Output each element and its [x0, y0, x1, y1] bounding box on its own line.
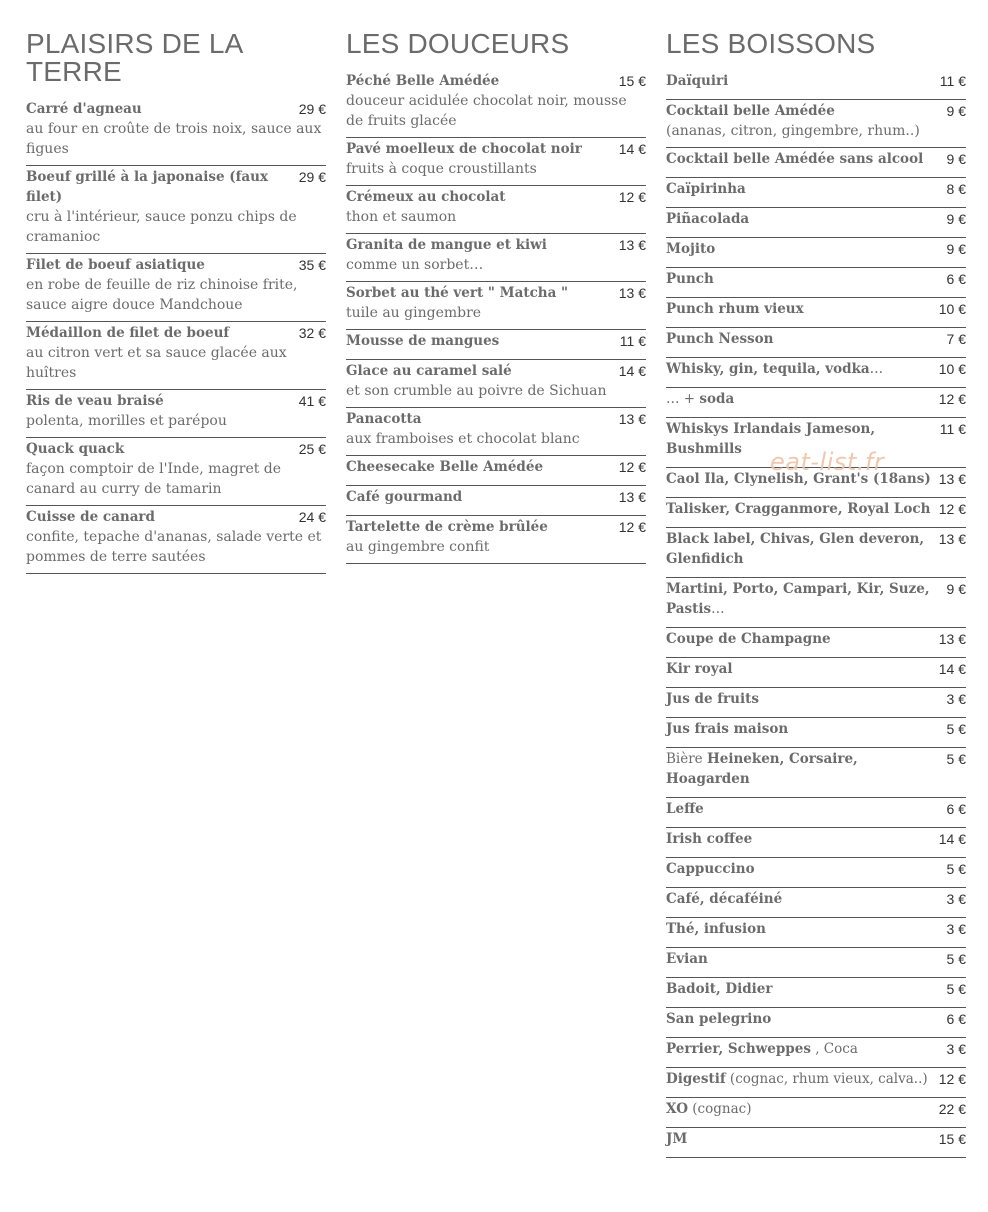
menu-item-name [666, 719, 796, 739]
menu-item [666, 948, 966, 978]
menu-item-title: Black label, Chivas, Glen deveron, Glenfidich [666, 531, 925, 567]
menu-item-row [666, 719, 966, 747]
menu-item [666, 828, 966, 858]
menu-item-title: Perrier, Schweppes [666, 1041, 811, 1057]
menu-item-description: (ananas, citron, gingembre, rhum..) [666, 123, 920, 139]
menu-item-row [666, 209, 966, 237]
menu-item-title: Badoit, Didier [666, 981, 773, 997]
menu-item-description: aux framboises et chocolat blanc [346, 431, 580, 447]
menu-item [666, 268, 966, 298]
section-heading: LES DOUCEURS [346, 28, 570, 59]
menu-item-title: Evian [666, 951, 708, 967]
menu-item-price: 14 € [938, 831, 966, 847]
menu-item [666, 1128, 966, 1158]
menu-item-price: 24 € [298, 509, 326, 525]
menu-item-name [666, 1129, 695, 1149]
menu-item-row [666, 659, 966, 687]
menu-item-title: Glace au caramel salé [346, 363, 512, 379]
menu-item-title: XO [666, 1101, 688, 1117]
menu-item-price: 5 € [946, 861, 966, 877]
menu-item [26, 166, 326, 254]
menu-item-row [346, 283, 646, 303]
menu-item-title: Irish coffee [666, 831, 753, 847]
menu-item [666, 358, 966, 388]
menu-item-row [26, 255, 326, 275]
menu-item [666, 718, 966, 748]
menu-item-row [666, 71, 966, 99]
menu-item [666, 858, 966, 888]
menu-item-price: 12 € [938, 391, 966, 407]
column-les-boissons [666, 26, 966, 1158]
menu-item [666, 1038, 966, 1068]
menu-item-title: Boeuf grillé à la japonaise (faux filet) [26, 169, 269, 205]
menu-item-price: 14 € [938, 661, 966, 677]
menu-item-title: Coupe de Champagne [666, 631, 831, 647]
menu-item-name [346, 517, 556, 537]
watermark: eat-list.fr [770, 448, 885, 476]
section-heading: PLAISIRS DE LA TERRE [26, 28, 243, 87]
menu-item-name [26, 323, 237, 343]
menu-item-name [666, 659, 741, 679]
menu-item-title: Punch rhum vieux [666, 301, 804, 317]
menu-item-title: Cappuccino [666, 861, 755, 877]
menu-item-title: JM [666, 1131, 688, 1147]
menu-item-description: façon comptoir de l'Inde, magret de canard au curry de tamarin [26, 461, 282, 497]
menu-item [666, 688, 966, 718]
menu-item-price: 13 € [618, 237, 646, 253]
menu-item-name [346, 235, 555, 255]
menu-item [666, 1008, 966, 1038]
menu-item-row [666, 1129, 966, 1157]
menu-item-title: Mojito [666, 241, 716, 257]
menu-item-name [26, 391, 172, 411]
menu-item-description: en robe de feuille de riz chinoise frite, sauce aigre douce Mandchoue [26, 277, 298, 313]
menu-item-name [666, 499, 938, 519]
menu-item [346, 234, 646, 282]
menu-item-description: tuile au gingembre [346, 305, 482, 321]
menu-item-row [26, 323, 326, 343]
menu-item-name [666, 179, 754, 199]
menu-item-title: Digestif [666, 1071, 726, 1087]
menu-item-row [666, 329, 966, 357]
menu-item-name [666, 1069, 936, 1089]
menu-item-price: 35 € [298, 257, 326, 273]
menu-item-name [666, 1099, 759, 1119]
menu-item-title: Whiskys Irlandais Jameson, Bushmills [666, 421, 876, 457]
menu-item-title: Mousse de mangues [346, 333, 500, 349]
menu-item-price: 12 € [938, 501, 966, 517]
menu-item-price: 7 € [946, 331, 966, 347]
menu-item-name [26, 167, 299, 207]
menu-item-title: Whisky, gin, tequila, vodka [666, 361, 870, 377]
menu-item [346, 516, 646, 564]
menu-item-price: 12 € [938, 1071, 966, 1087]
menu-item-price: 12 € [618, 459, 646, 475]
menu-item-name [26, 507, 163, 527]
menu-item-name [666, 799, 712, 819]
menu-item-prefix: … + [666, 391, 700, 407]
menu-item-row [346, 187, 646, 207]
menu-item [346, 456, 646, 486]
menu-item-row [346, 457, 646, 485]
menu-item [26, 254, 326, 322]
menu-item-name [666, 1009, 779, 1029]
menu-item [346, 70, 646, 138]
menu-item-row [666, 1039, 966, 1067]
menu-list [346, 70, 646, 564]
menu-item [666, 528, 966, 578]
menu-item [666, 100, 966, 148]
menu-item-row [666, 1099, 966, 1127]
menu-item-name [666, 979, 780, 999]
menu-item-name [666, 329, 781, 349]
menu-item-name [666, 299, 812, 319]
menu-item-title: Martini, Porto, Campari, Kir, Suze, Pastis [666, 581, 930, 617]
menu-item-title: Kir royal [666, 661, 733, 677]
menu-item-title: San pelegrino [666, 1011, 772, 1027]
menu-item-row [666, 529, 966, 577]
menu-item [666, 388, 966, 418]
menu-item-title: Médaillon de filet de boeuf [26, 325, 230, 341]
menu-item-row [666, 299, 966, 327]
menu-item [666, 628, 966, 658]
menu-list [26, 98, 326, 574]
menu-item [26, 438, 326, 506]
menu-item [666, 918, 966, 948]
menu-item-row [346, 71, 646, 91]
menu-item [666, 178, 966, 208]
menu-item-name [666, 359, 891, 379]
section-heading: LES BOISSONS [666, 28, 876, 59]
menu-item-title: Café, décaféiné [666, 891, 783, 907]
menu-item-description: fruits à coque croustillants [346, 161, 537, 177]
menu-item-row [346, 235, 646, 255]
column-les-douceurs [346, 26, 646, 564]
menu-item-price: 3 € [946, 1041, 966, 1057]
menu-item-price: 3 € [946, 921, 966, 937]
menu-item-price: 29 € [298, 169, 326, 185]
menu-item-row [346, 139, 646, 159]
menu-item-title: Cocktail belle Amédée [666, 103, 835, 119]
menu-item-suffix: (cognac) [688, 1101, 752, 1117]
menu-item-title: Granita de mangue et kiwi [346, 237, 547, 253]
menu-item-name [666, 579, 947, 619]
menu-item-row [666, 101, 966, 121]
menu-item [346, 486, 646, 516]
menu-item-name [666, 101, 843, 121]
menu-item [666, 578, 966, 628]
menu-item-title: Punch Nesson [666, 331, 774, 347]
menu-item-name [666, 749, 947, 789]
menu-item-row [26, 507, 326, 527]
menu-item-title: Jus de fruits [666, 691, 759, 707]
menu-item-price: 15 € [938, 1131, 966, 1147]
menu-item-title: Jus frais maison [666, 721, 789, 737]
menu-item-price: 9 € [946, 103, 966, 119]
menu-item-price: 29 € [298, 101, 326, 117]
menu-item-row [666, 1009, 966, 1037]
menu-item-title: Sorbet au thé vert " Matcha " [346, 285, 569, 301]
menu-item-price: 11 € [939, 421, 966, 437]
menu-item [346, 138, 646, 186]
menu-item-price: 13 € [938, 471, 966, 487]
menu-item-row [666, 499, 966, 527]
menu-item-title: soda [699, 391, 735, 407]
menu-item-name [666, 859, 763, 879]
menu-item-row [666, 359, 966, 387]
menu-item [346, 330, 646, 360]
menu-item [666, 238, 966, 268]
menu-item-name [666, 529, 939, 569]
menu-item [26, 322, 326, 390]
column-plaisirs-de-la-terre [26, 26, 326, 574]
menu-item-row [666, 1069, 966, 1097]
menu-item [666, 148, 966, 178]
menu-item-row [26, 439, 326, 459]
menu-item [26, 98, 326, 166]
menu-item-row [666, 689, 966, 717]
menu-item-name [346, 187, 514, 207]
menu-item-price: 10 € [938, 361, 966, 377]
menu-item-title: Carré d'agneau [26, 101, 142, 117]
menu-item-name [666, 949, 716, 969]
menu-item-row [666, 149, 966, 177]
menu-item-price: 14 € [618, 363, 646, 379]
menu-item-title: Caol Ila, Clynelish, Grant's (18ans) [666, 471, 931, 487]
menu-item-price: 12 € [618, 519, 646, 535]
menu-item-suffix: … [869, 361, 884, 377]
menu-item-price: 5 € [946, 751, 966, 767]
menu-item-name [666, 239, 723, 259]
menu-item-description: thon et saumon [346, 209, 457, 225]
menu-item [666, 798, 966, 828]
menu-item-name [346, 487, 470, 507]
menu-item-name [26, 439, 132, 459]
menu-item-title: Pavé moelleux de chocolat noir [346, 141, 582, 157]
menu-item-row [666, 889, 966, 917]
menu-item-price: 5 € [946, 951, 966, 967]
menu-item-price: 8 € [946, 181, 966, 197]
menu-item [666, 658, 966, 688]
menu-item-row [666, 979, 966, 1007]
menu-item-title: Leffe [666, 801, 704, 817]
menu-item-name [26, 99, 150, 119]
menu-item-title: Piñacolada [666, 211, 750, 227]
menu-item [346, 360, 646, 408]
menu-item-name [666, 389, 742, 409]
menu-item-title: Caïpirinha [666, 181, 746, 197]
menu-item-name [26, 255, 213, 275]
menu-item-price: 3 € [946, 891, 966, 907]
menu-item-description: comme un sorbet… [346, 257, 484, 273]
menu-item [666, 208, 966, 238]
menu-item-name [666, 829, 760, 849]
menu-item-name [666, 209, 757, 229]
menu-item-name [346, 331, 507, 351]
menu-item-price: 13 € [618, 411, 646, 427]
menu-item-title: Tartelette de crème brûlée [346, 519, 548, 535]
menu-item-price: 9 € [946, 211, 966, 227]
menu-item-row [26, 391, 326, 411]
menu-item-price: 3 € [946, 691, 966, 707]
menu-item-name [346, 409, 430, 429]
menu-item-name [346, 139, 590, 159]
menu-item-description: et son crumble au poivre de Sichuan [346, 383, 607, 399]
menu-item-name [346, 71, 507, 91]
menu-item-price: 6 € [946, 801, 966, 817]
menu-item [666, 978, 966, 1008]
menu-item-title: Panacotta [346, 411, 422, 427]
menu-item [666, 748, 966, 798]
menu-item-name [346, 283, 576, 303]
menu-item-title: Filet de boeuf asiatique [26, 257, 205, 273]
menu-item-price: 9 € [946, 151, 966, 167]
menu-item-title: Cuisse de canard [26, 509, 155, 525]
menu-item-row [666, 799, 966, 827]
menu-item-title: Cocktail belle Amédée sans alcool [666, 151, 924, 167]
menu-item-price: 25 € [298, 441, 326, 457]
menu-item-row [666, 239, 966, 267]
menu-item [26, 506, 326, 574]
menu-item [346, 186, 646, 234]
menu-item-description: confite, tepache d'ananas, salade verte et pommes de terre sautées [26, 529, 322, 565]
menu-item-row [666, 629, 966, 657]
menu-item-title: Thé, infusion [666, 921, 766, 937]
menu-item-row [666, 919, 966, 947]
menu-item-price: 9 € [946, 241, 966, 257]
menu-item-name [666, 629, 839, 649]
menu-item-name [666, 919, 774, 939]
menu-item-price: 5 € [946, 981, 966, 997]
menu-item-price: 5 € [946, 721, 966, 737]
menu-item-price: 22 € [938, 1101, 966, 1117]
menu-item-prefix: Bière [666, 751, 707, 767]
menu-item [346, 282, 646, 330]
menu-item-row [346, 331, 646, 359]
menu-item-title: Punch [666, 271, 714, 287]
menu-item-price: 9 € [946, 581, 966, 597]
menu-item-row [666, 829, 966, 857]
menu-item-row [346, 361, 646, 381]
menu-item [666, 298, 966, 328]
menu-item-row [666, 859, 966, 887]
menu-item [666, 1098, 966, 1128]
menu-item-price: 11 € [619, 333, 646, 349]
menu-item [666, 328, 966, 358]
menu-item-price: 6 € [946, 271, 966, 287]
menu-item-description: au four en croûte de trois noix, sauce aux figues [26, 121, 322, 157]
menu-item-price: 12 € [618, 189, 646, 205]
menu-item-price: 14 € [618, 141, 646, 157]
menu-item [26, 390, 326, 438]
menu-item-title: Café gourmand [346, 489, 463, 505]
menu-item-suffix: (cognac, rhum vieux, calva..) [725, 1071, 928, 1087]
menu-item-title: Cheesecake Belle Amédée [346, 459, 544, 475]
menu-item-price: 13 € [618, 285, 646, 301]
menu-item [666, 1068, 966, 1098]
menu-item-row [346, 517, 646, 537]
menu-item-suffix: , Coca [810, 1041, 858, 1057]
menu-item-price: 11 € [939, 73, 966, 89]
menu-item [666, 70, 966, 100]
menu-item-title: Quack quack [26, 441, 125, 457]
menu-item-name [666, 1039, 866, 1059]
menu-item-row [666, 389, 966, 417]
menu-item-price: 13 € [618, 489, 646, 505]
menu-item-description: au citron vert et sa sauce glacée aux huîtres [26, 345, 287, 381]
menu-item-name [666, 149, 931, 169]
menu-item-row [666, 749, 966, 797]
menu-item-title: Crémeux au chocolat [346, 189, 506, 205]
menu-item-name [666, 269, 722, 289]
menu-item-name [666, 71, 736, 91]
menu-item-row [666, 269, 966, 297]
menu-item-row [346, 487, 646, 515]
menu-item-row [26, 167, 326, 207]
menu-item-name [666, 889, 790, 909]
menu-item-description: douceur acidulée chocolat noir, mousse de fruits glacée [346, 93, 627, 129]
menu-item-title: Talisker, Cragganmore, Royal Loch [666, 501, 931, 517]
menu-item [666, 498, 966, 528]
menu-item-suffix: … [711, 601, 725, 617]
menu-item-price: 10 € [938, 301, 966, 317]
menu-item-price: 41 € [298, 393, 326, 409]
menu-item-price: 15 € [618, 73, 646, 89]
menu-item-price: 6 € [946, 1011, 966, 1027]
menu-item-price: 32 € [298, 325, 326, 341]
menu-list [666, 70, 966, 1158]
menu-item-name [346, 457, 551, 477]
menu-item-description: au gingembre confit [346, 539, 490, 555]
menu-item-title: Péché Belle Amédée [346, 73, 500, 89]
menu-item-row [346, 409, 646, 429]
menu-item-row [666, 179, 966, 207]
menu-item [666, 888, 966, 918]
menu-item-description: cru à l'intérieur, sauce ponzu chips de cramanioc [26, 209, 297, 245]
menu-item-name [346, 361, 520, 381]
menu-item-price: 13 € [938, 631, 966, 647]
menu-item-title: Heineken, Corsaire, Hoagarden [666, 751, 858, 787]
menu-item-title: Ris de veau braisé [26, 393, 164, 409]
menu-item-name [666, 689, 767, 709]
menu-item [346, 408, 646, 456]
menu-item-row [666, 949, 966, 977]
menu-item-row [26, 99, 326, 119]
menu-item-row [666, 579, 966, 627]
menu-item-title: Daïquiri [666, 73, 729, 89]
menu-item-price: 13 € [938, 531, 966, 547]
menu-item-description: polenta, morilles et parépou [26, 413, 227, 429]
